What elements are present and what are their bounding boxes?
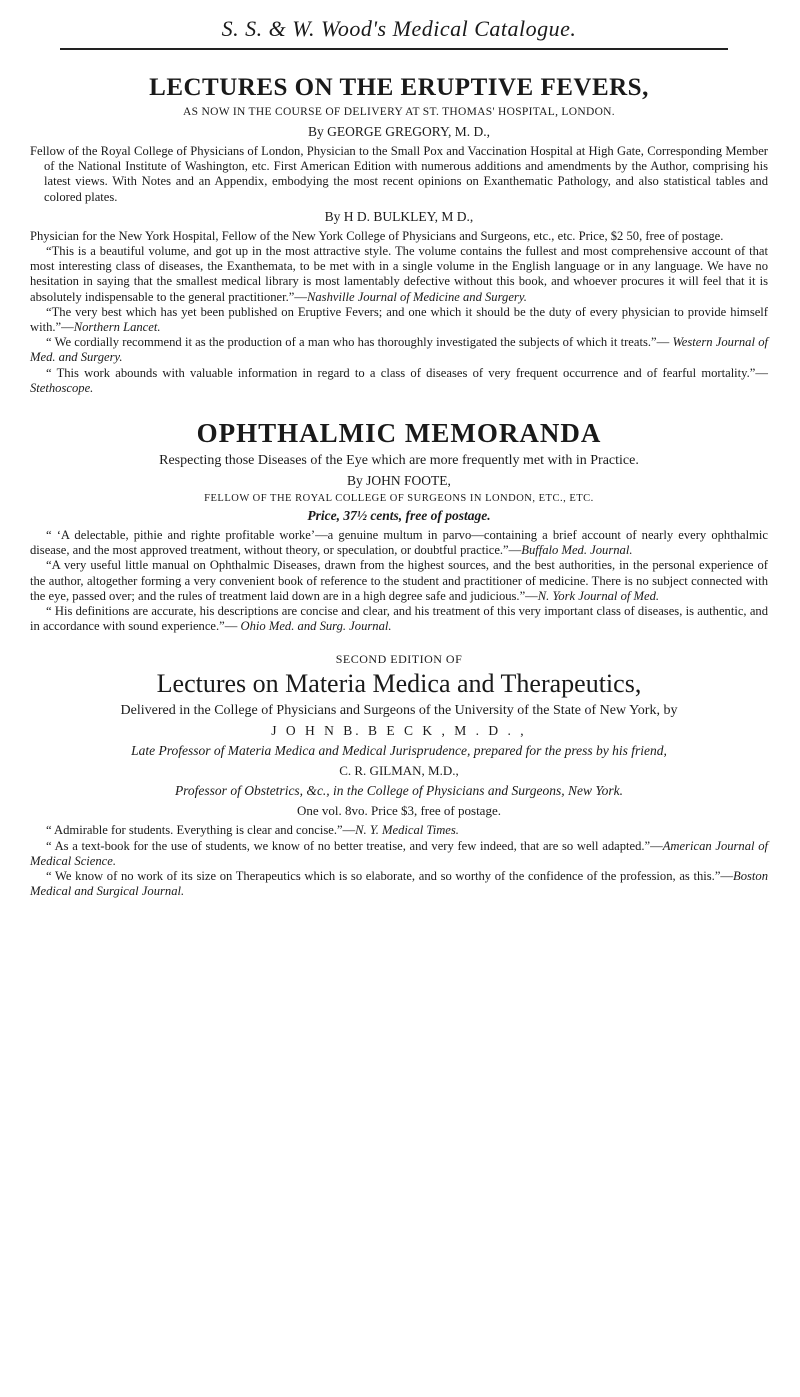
materia-volume: One vol. 8vo. Price $3, free of postage. <box>297 803 501 819</box>
ophthalmic-fellow: FELLOW OF THE ROYAL COLLEGE OF SURGEONS IN LONDON, ETC., ETC. <box>204 493 594 505</box>
eruptive-fevers-section <box>30 74 768 396</box>
review: “ ‘A delectable, pithie and righte profitable worke’—a genuine multum in parvo—containing a brief account of nearly every ophthalmic disease, and the most approved treatment, without theory, or speculation, or doubtful practice.”—Buffalo Med. Journal. <box>30 528 768 558</box>
eruptive-title: LECTURES ON THE ERUPTIVE FEVERS, <box>149 74 649 101</box>
ophthalmic-section <box>30 418 768 634</box>
materia-edition: SECOND EDITION OF <box>335 652 463 667</box>
running-head: S. S. & W. Wood's Medical Catalogue. <box>221 16 577 41</box>
ophthalmic-price: Price, 37½ cents, free of postage. <box>307 508 491 524</box>
review: “A very useful little manual on Ophthalmic Diseases, drawn from the highest sources, and the best authorities, in the personal experience of the author, altogether forming a very convenient book of reference to the student and practitioner of medicine. There is no subject connected with the eye, passed over; and the rules of treatment laid down are in a high degree safe and judicious.”—N. York Journal of Med. <box>30 558 768 603</box>
review: “ We cordially recommend it as the production of a man who has thoroughly investigated the subjects of which it treats.”— Western Journal of Med. and Surgery. <box>30 335 768 365</box>
materia-author: J O H N B. B E C K , M . D . , <box>271 723 527 739</box>
eruptive-editor-desc: Physician for the New York Hospital, Fellow of the New York College of Physicians and Surgeons, etc., etc. Price, $2 50, free of postage. <box>30 228 724 243</box>
review: “ As a text-book for the use of students, we know of no better treatise, and very few indeed, that are so well adapted.”—American Journal of Medical Science. <box>30 838 768 868</box>
eruptive-description: Fellow of the Royal College of Physicians of London, Physician to the Small Pox and Vaccination Hospital at High Gate, Corresponding Member of the National Institute of Washington, etc. First American Edition with numerous additions and amendments by the Author, comprising his latest views. With Notes and an Appendix, embodying the most recent opinions on Exanthematic Pathology, and also statistical tables and colored plates. <box>30 144 768 204</box>
eruptive-author: By GEORGE GREGORY, M. D., <box>307 124 491 139</box>
materia-title: Lectures on Materia Medica and Therapeutics, <box>156 669 642 699</box>
review: “This is a beautiful volume, and got up in the most attractive style. The volume contains the fullest and most comprehensive account of that most interesting class of diseases, the Exanthemata, to be met with in a single volume in the English language or in any language. We have no hesitation in saying that the smallest medical library is most lamentably defective without this book, and whoever procures it will feel that it is absolutely indispensable to the general practitioner.”—Nashville Journal of Medicine and Surgery. <box>30 244 768 304</box>
review: “The very best which has yet been published on Eruptive Fevers; and one which it should be the duty of every physician to provide himself with.”—Northern Lancet. <box>30 304 768 335</box>
materia-delivered: Delivered in the College of Physicians and Surgeons of the University of the State of New York, by <box>120 703 678 719</box>
eruptive-editor: By H D. BULKLEY, M D., <box>324 208 474 224</box>
review: “ His definitions are accurate, his descriptions are concise and clear, and his treatment of this very important class of diseases, is authentic, and in accordance with sound experience.”— Ohio Med. and Surg. Journal. <box>30 604 768 634</box>
materia-editor: C. R. GILMAN, M.D., <box>339 763 459 779</box>
ophthalmic-title: OPHTHALMIC MEMORANDA <box>196 418 602 449</box>
materia-medica-section <box>30 652 768 899</box>
review: “ Admirable for students. Everything is clear and concise.”—N. Y. Medical Times. <box>46 823 459 838</box>
materia-late-prof: Late Professor of Materia Medica and Medical Jurisprudence, prepared for the press by his friend, <box>131 743 667 759</box>
header-rule <box>60 48 728 50</box>
eruptive-subtitle: AS NOW IN THE COURSE OF DELIVERY AT ST. THOMAS' HOSPITAL, LONDON. <box>183 106 615 118</box>
ophthalmic-author: By JOHN FOOTE, <box>347 473 451 489</box>
ophthalmic-respecting: Respecting those Diseases of the Eye which are more frequently met with in Practice. <box>159 453 639 469</box>
review: “ This work abounds with valuable information in regard to a class of diseases of very frequent occurrence and of fearful mortality.”—Stethoscope. <box>30 365 768 395</box>
materia-editor-title: Professor of Obstetrics, &c., in the College of Physicians and Surgeons, New York. <box>174 783 624 799</box>
review: “ We know of no work of its size on Therapeutics which is so elaborate, and so worthy of the confidence of the profession, as this.”—Boston Medical and Surgical Journal. <box>30 869 768 899</box>
